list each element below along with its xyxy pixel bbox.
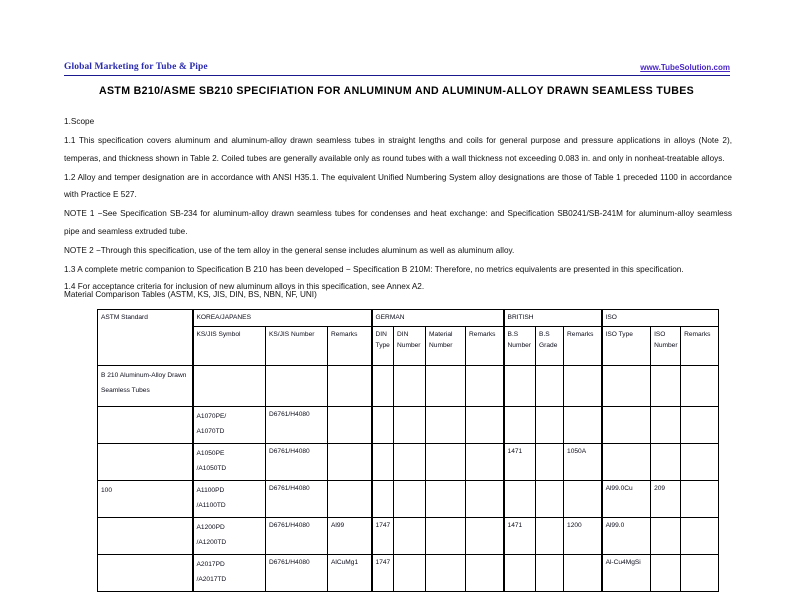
header-din-number-line1: DIN [397, 330, 409, 338]
cell-korea-remarks [328, 480, 372, 517]
cell-iso-type [602, 406, 651, 443]
cell-iso-number [651, 554, 681, 591]
header-din-type-line2: Type [375, 342, 390, 349]
cell-ks-symbol-line2: /A2017TD [196, 575, 227, 583]
header-site-title: Global Marketing for Tube & Pipe [64, 62, 208, 72]
cell-iso-type [602, 443, 651, 480]
cell-british-remarks [564, 406, 602, 443]
cell-bs-grade [536, 406, 564, 443]
cell-din-type: 1747 [372, 554, 394, 591]
cell-din-number [394, 554, 426, 591]
document-body [64, 113, 732, 296]
cell-iso-remarks [681, 554, 719, 591]
cell-material-number [426, 554, 466, 591]
cell-astm-standard [98, 554, 193, 591]
paragraph-1-1: 1.1 This specification covers aluminum and aluminum-alloy drawn seamless tubes in straight lengths and coils for general purpose and pressure applications in alloys (Note 2), temperas, and thickness shown in Table 2. Coiled tubes are generally available only as round tubes with a wall thickness not exceeding 0.083 in. and only in nonheat-treatable alloys. [64, 136, 732, 163]
cell-korea-remarks [328, 443, 372, 480]
paragraph-1-3: 1.3 A complete metric companion to Specification B 210 has been developed − Specification B 210M: Therefore, no metrics equivalents are presented in this specification. [64, 264, 684, 274]
cell-british-remarks: 1050A [564, 443, 602, 480]
cell-bs-grade [536, 365, 564, 406]
cell-astm-standard [98, 365, 193, 406]
cell-astm-standard [98, 517, 193, 554]
header-din-type [372, 326, 394, 365]
cell-bs-number: 1471 [504, 443, 536, 480]
header-group-iso: ISO [602, 310, 719, 327]
header-material-number-line1: Material [429, 330, 453, 338]
cell-din-number [394, 365, 426, 406]
cell-bs-grade [536, 554, 564, 591]
note-1: NOTE 1 −See Specification SB-234 for aluminum-alloy drawn seamless tubes for condenses and heat exchange: and Specification SB0241/SB-241M for aluminum-alloy seamless pipe and seamless extruded tube. [64, 209, 732, 236]
cell-ks-symbol [193, 406, 266, 443]
cell-iso-number [651, 517, 681, 554]
cell-iso-remarks [681, 480, 719, 517]
cell-astm-line1: 100 [101, 486, 113, 494]
header-british-remarks: Remarks [564, 326, 602, 365]
header-iso-remarks: Remarks [681, 326, 719, 365]
cell-material-number [426, 406, 466, 443]
cell-ks-symbol-line2: A1070TD [196, 427, 225, 435]
header-ks-jis-number: KS/JIS Number [266, 326, 328, 365]
cell-bs-number [504, 365, 536, 406]
table-row [98, 406, 719, 443]
table-row [98, 554, 719, 591]
paragraph-1-4: 1.4 For acceptance criteria for inclusion of new aluminum alloys in this specification, see Annex A2. [64, 282, 425, 291]
cell-astm-line2: Seamless Tubes [101, 386, 150, 394]
cell-ks-number: D6761/H4080 [266, 443, 328, 480]
cell-ks-symbol-line1: A1050PE [196, 449, 225, 457]
cell-ks-symbol [193, 365, 266, 406]
header-iso-number-line2: Number [654, 342, 678, 349]
table-row [98, 517, 719, 554]
cell-german-remarks [466, 554, 504, 591]
cell-ks-number: D6761/H4080 [266, 517, 328, 554]
table-row [98, 443, 719, 480]
cell-material-number [426, 443, 466, 480]
cell-german-remarks [466, 480, 504, 517]
cell-iso-remarks [681, 365, 719, 406]
material-comparison-table-wrap [97, 309, 711, 592]
cell-korea-remarks [328, 365, 372, 406]
cell-ks-number: D6761/H4080 [266, 480, 328, 517]
cell-bs-number [504, 554, 536, 591]
header-bs-grade-line2: Grade [539, 342, 558, 349]
cell-korea-remarks [328, 406, 372, 443]
cell-ks-symbol [193, 480, 266, 517]
cell-korea-remarks: AlCuMg1 [328, 554, 372, 591]
cell-bs-number [504, 480, 536, 517]
cell-german-remarks [466, 365, 504, 406]
note-2: NOTE 2 −Through this specification, use of the tem alloy in the general sense includes aluminum as well as aluminum alloy. [64, 245, 515, 255]
header-iso-number [651, 326, 681, 365]
cell-ks-symbol-line1: A1100PD [196, 486, 225, 494]
header-bs-number-line1: B.S [507, 330, 519, 338]
cell-astm-standard [98, 480, 193, 517]
cell-ks-symbol-line1: A1200PD [196, 523, 225, 531]
header-bs-number [504, 326, 536, 365]
table-group-header-row [98, 310, 719, 327]
cell-din-number [394, 480, 426, 517]
cell-iso-type: Al99.0 [602, 517, 651, 554]
cell-din-number [394, 443, 426, 480]
cell-ks-number: D6761/H4080 [266, 406, 328, 443]
page-header [64, 62, 730, 76]
cell-material-number [426, 480, 466, 517]
cell-german-remarks [466, 443, 504, 480]
cell-ks-symbol-line1: A1070PE/ [196, 412, 227, 420]
cell-material-number [426, 517, 466, 554]
cell-british-remarks: 1200 [564, 517, 602, 554]
cell-din-type [372, 406, 394, 443]
cell-ks-number [266, 365, 328, 406]
header-iso-type: ISO Type [602, 326, 651, 365]
header-din-type-line1: DIN [375, 330, 387, 338]
cell-material-number [426, 365, 466, 406]
cell-din-type [372, 480, 394, 517]
cell-bs-grade [536, 480, 564, 517]
header-ks-jis-symbol: KS/JIS Symbol [193, 326, 266, 365]
cell-din-type [372, 443, 394, 480]
table-row [98, 480, 719, 517]
cell-iso-type [602, 365, 651, 406]
table-row [98, 365, 719, 406]
cell-ks-symbol-line2: /A1100TD [196, 501, 226, 509]
cell-iso-number [651, 443, 681, 480]
cell-din-number [394, 517, 426, 554]
cell-iso-number [651, 365, 681, 406]
cell-ks-symbol [193, 554, 266, 591]
cell-iso-remarks [681, 406, 719, 443]
cell-iso-number [651, 406, 681, 443]
header-material-number [426, 326, 466, 365]
header-german-remarks: Remarks [466, 326, 504, 365]
cell-british-remarks [564, 554, 602, 591]
cell-bs-number: 1471 [504, 517, 536, 554]
cell-iso-remarks [681, 443, 719, 480]
header-din-number-line2: Number [397, 342, 421, 349]
cell-british-remarks [564, 365, 602, 406]
header-iso-number-line1: ISO [654, 330, 666, 338]
material-comparison-table [97, 309, 719, 592]
header-astm-standard: ASTM Standard [98, 310, 193, 366]
cell-ks-symbol-line2: /A1200TD [196, 538, 227, 546]
cell-ks-symbol [193, 517, 266, 554]
cell-british-remarks [564, 480, 602, 517]
cell-bs-grade [536, 517, 564, 554]
cell-bs-number [504, 406, 536, 443]
header-din-number [394, 326, 426, 365]
cell-german-remarks [466, 517, 504, 554]
cell-din-type [372, 365, 394, 406]
cell-iso-remarks [681, 517, 719, 554]
cell-bs-grade [536, 443, 564, 480]
header-bs-number-line2: Number [507, 342, 531, 349]
cell-korea-remarks: Al99 [328, 517, 372, 554]
cell-astm-standard [98, 443, 193, 480]
cell-ks-symbol-line1: A2017PD [196, 560, 225, 568]
cell-ks-number: D6761/H4080 [266, 554, 328, 591]
header-bs-grade-line1: B.S [539, 330, 550, 338]
scope-heading: 1.Scope [64, 117, 95, 126]
cell-astm-standard [98, 406, 193, 443]
header-bs-grade [536, 326, 564, 365]
cell-din-type: 1747 [372, 517, 394, 554]
cell-ks-symbol-line2: /A1050TD [196, 464, 227, 472]
cell-din-number [394, 406, 426, 443]
cell-iso-type: Al99.0Cu [602, 480, 651, 517]
header-material-number-line2: Number [429, 342, 453, 349]
paragraph-1-2: 1.2 Alloy and temper designation are in accordance with ANSI H35.1. The equivalent Unified Numbering System alloy designations are those of Table 1 preceded 1100 in accordance with Practice E 527. [64, 172, 732, 199]
cell-iso-number: 209 [651, 480, 681, 517]
cell-ks-symbol [193, 443, 266, 480]
cell-iso-type: Al-Cu4MgSi [602, 554, 651, 591]
header-group-german: GERMAN [372, 310, 504, 327]
material-tables-caption: Material Comparison Tables (ASTM, KS, JIS, DIN, BS, NBN, NF, UNI) [64, 290, 317, 299]
header-website-link[interactable]: www.TubeSolution.com [640, 63, 730, 72]
header-group-british: BRITISH [504, 310, 602, 327]
cell-astm-line1: B 210 Aluminum-Alloy Drawn [101, 371, 187, 379]
page-title: ASTM B210/ASME SB210 SPECIFIATION FOR ANLUMINUM AND ALUMINUM-ALLOY DRAWN SEAMLESS TUBES [98, 85, 695, 97]
header-group-korea: KOREA/JAPANES [193, 310, 372, 327]
cell-german-remarks [466, 406, 504, 443]
header-korea-remarks: Remarks [328, 326, 372, 365]
